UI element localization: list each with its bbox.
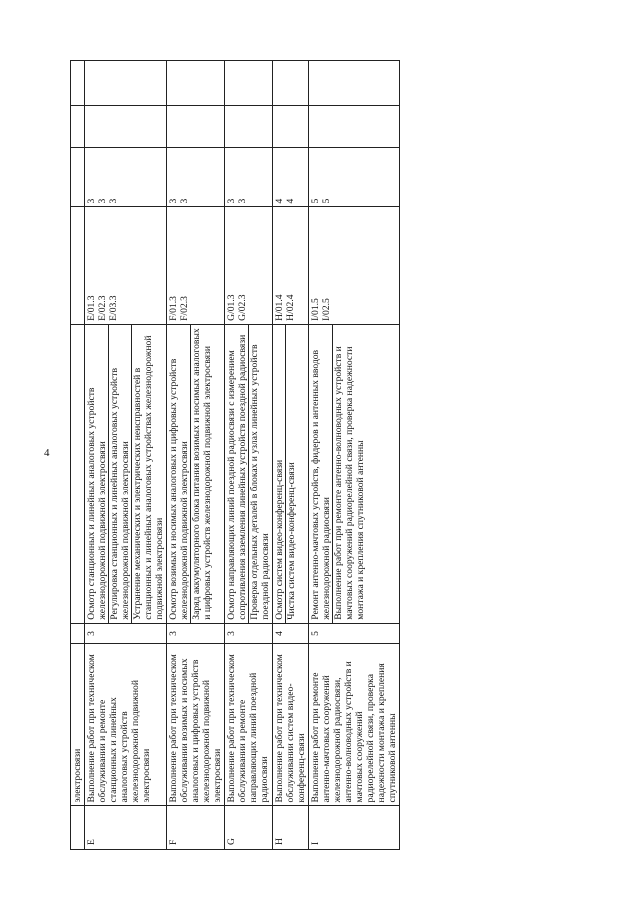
function-letter: E [85, 806, 167, 850]
competency-table [70, 60, 400, 850]
task-code: H/02.4 [285, 294, 296, 321]
task-level: 5 [321, 198, 332, 204]
task-list [225, 324, 273, 623]
task-level: 3 [179, 198, 190, 204]
task-text: Осмотр станционных и линейных аналоговых устройств железнодорожной подвижной электросвязи [86, 387, 108, 620]
function-name: Выполнение работ при ремонте антенно-мачтовых сооружений железнодорожной радиосвязи, антенно-волноводных устройств и мачтовых сооружений радиорелейной связи, проверка надежности монтажа и крепления спутниковой антенны [309, 644, 400, 806]
empty-cell [85, 61, 167, 106]
function-level: 3 [85, 623, 167, 644]
task-levels [309, 148, 400, 207]
task-code: F/02.3 [179, 296, 190, 321]
task-level: 3 [97, 198, 108, 204]
task-text: Осмотр систем видео-конференц-связи [274, 459, 285, 620]
task-text: Осмотр направляющих линий поездной радиосвязи с измерением сопротивления заземления линейных устройств поездной радиосвязи [226, 334, 248, 620]
task-list [167, 324, 225, 623]
task-levels [167, 148, 225, 207]
task-code: I/01.5 [310, 298, 321, 321]
task-level: 4 [274, 198, 285, 204]
task-codes [85, 207, 167, 324]
function-letter: H [273, 806, 309, 850]
task-text: Чистка систем видео-конференц-связи [285, 325, 297, 623]
task-levels [273, 148, 309, 207]
competency-table-body [71, 61, 400, 850]
task-code: E/01.3 [86, 295, 97, 321]
table-row-fragment [71, 61, 85, 850]
function-name: Выполнение работ при техническом обслуживании и ремонте станционных и линейных аналоговых устройств железнодорожной подвижной электросвязи [85, 644, 167, 806]
empty-cell [309, 105, 400, 147]
task-text: Проверка отдельных деталей в блоках и узлах линейных устройств поездной радиосвязи [248, 325, 271, 623]
task-levels [225, 148, 273, 207]
task-levels [85, 148, 167, 207]
task-codes [309, 207, 400, 324]
task-text: Выполнение работ при ремонте антенно-волноводных устройств и мачтовых сооружений радиорелейной связи, проверка надежности монтажа и крепления спутниковой антенны [332, 325, 366, 623]
task-text: Устранение механических и электрических неисправностей в станционных и линейных аналоговых устройствах железнодорожной подвижной электросвязи [131, 325, 165, 623]
task-text: Ремонт антенно-мачтовых устройств, фидеров и антенных вводов железнодорожной радиосвязи [310, 349, 332, 620]
table-row [85, 61, 167, 850]
task-codes [225, 207, 273, 324]
task-code: H/01.4 [274, 294, 285, 321]
task-code: E/03.3 [108, 295, 119, 321]
task-text: Регулировка станционных и линейных аналоговых устройств железнодорожной подвижной электросвязи [108, 325, 131, 623]
task-level: 3 [86, 198, 97, 204]
function-level: 3 [167, 623, 225, 644]
function-name: Выполнение работ при техническом обслуживании и ремонте направляющих линий поездной радиосвязи [225, 644, 273, 806]
rotated-table-frame [70, 60, 625, 850]
page-number: 4 [44, 447, 50, 459]
task-level: 4 [285, 198, 296, 204]
fragment-cell: электросвязи [71, 644, 85, 806]
task-codes [167, 207, 225, 324]
function-name: Выполнение работ при техническом обслуживании систем видео-конференц-связи [273, 644, 309, 806]
empty-cell [273, 105, 309, 147]
empty-cell [167, 105, 225, 147]
function-letter: I [309, 806, 400, 850]
task-list [273, 324, 309, 623]
task-level: 3 [226, 198, 237, 204]
task-codes [273, 207, 309, 324]
empty-cell [225, 105, 273, 147]
empty-cell [273, 61, 309, 106]
task-level: 5 [310, 198, 321, 204]
empty-cell [225, 61, 273, 106]
empty-cell [309, 61, 400, 106]
function-name: Выполнение работ при техническом обслуживании возимых и носимых аналоговых и цифровых устройств железнодорожной подвижной электросвязи [167, 644, 225, 806]
task-list [85, 324, 167, 623]
empty-cell [85, 105, 167, 147]
task-code: G/02.3 [237, 294, 248, 321]
task-level: 3 [108, 198, 119, 204]
function-letter: F [167, 806, 225, 850]
task-code: I/02.5 [321, 298, 332, 321]
task-code: F/01.3 [168, 296, 179, 321]
function-level: 5 [309, 623, 400, 644]
task-level: 3 [168, 198, 179, 204]
table-row [167, 61, 225, 850]
table-row [225, 61, 273, 850]
function-letter: G [225, 806, 273, 850]
task-text: Заряд аккумуляторного блока питания возимых и носимых аналоговых и цифровых устройств железнодорожной подвижной электросвязи [190, 325, 213, 623]
table-row [273, 61, 309, 850]
empty-cell [167, 61, 225, 106]
task-level: 3 [237, 198, 248, 204]
function-level: 4 [273, 623, 309, 644]
table-row [309, 61, 400, 850]
task-code: E/02.3 [97, 295, 108, 321]
function-level: 3 [225, 623, 273, 644]
task-code: G/01.3 [226, 294, 237, 321]
task-list [309, 324, 400, 623]
task-text: Осмотр возимых и носимых аналоговых и цифровых устройств железнодорожной подвижной электросвязи [168, 358, 190, 620]
